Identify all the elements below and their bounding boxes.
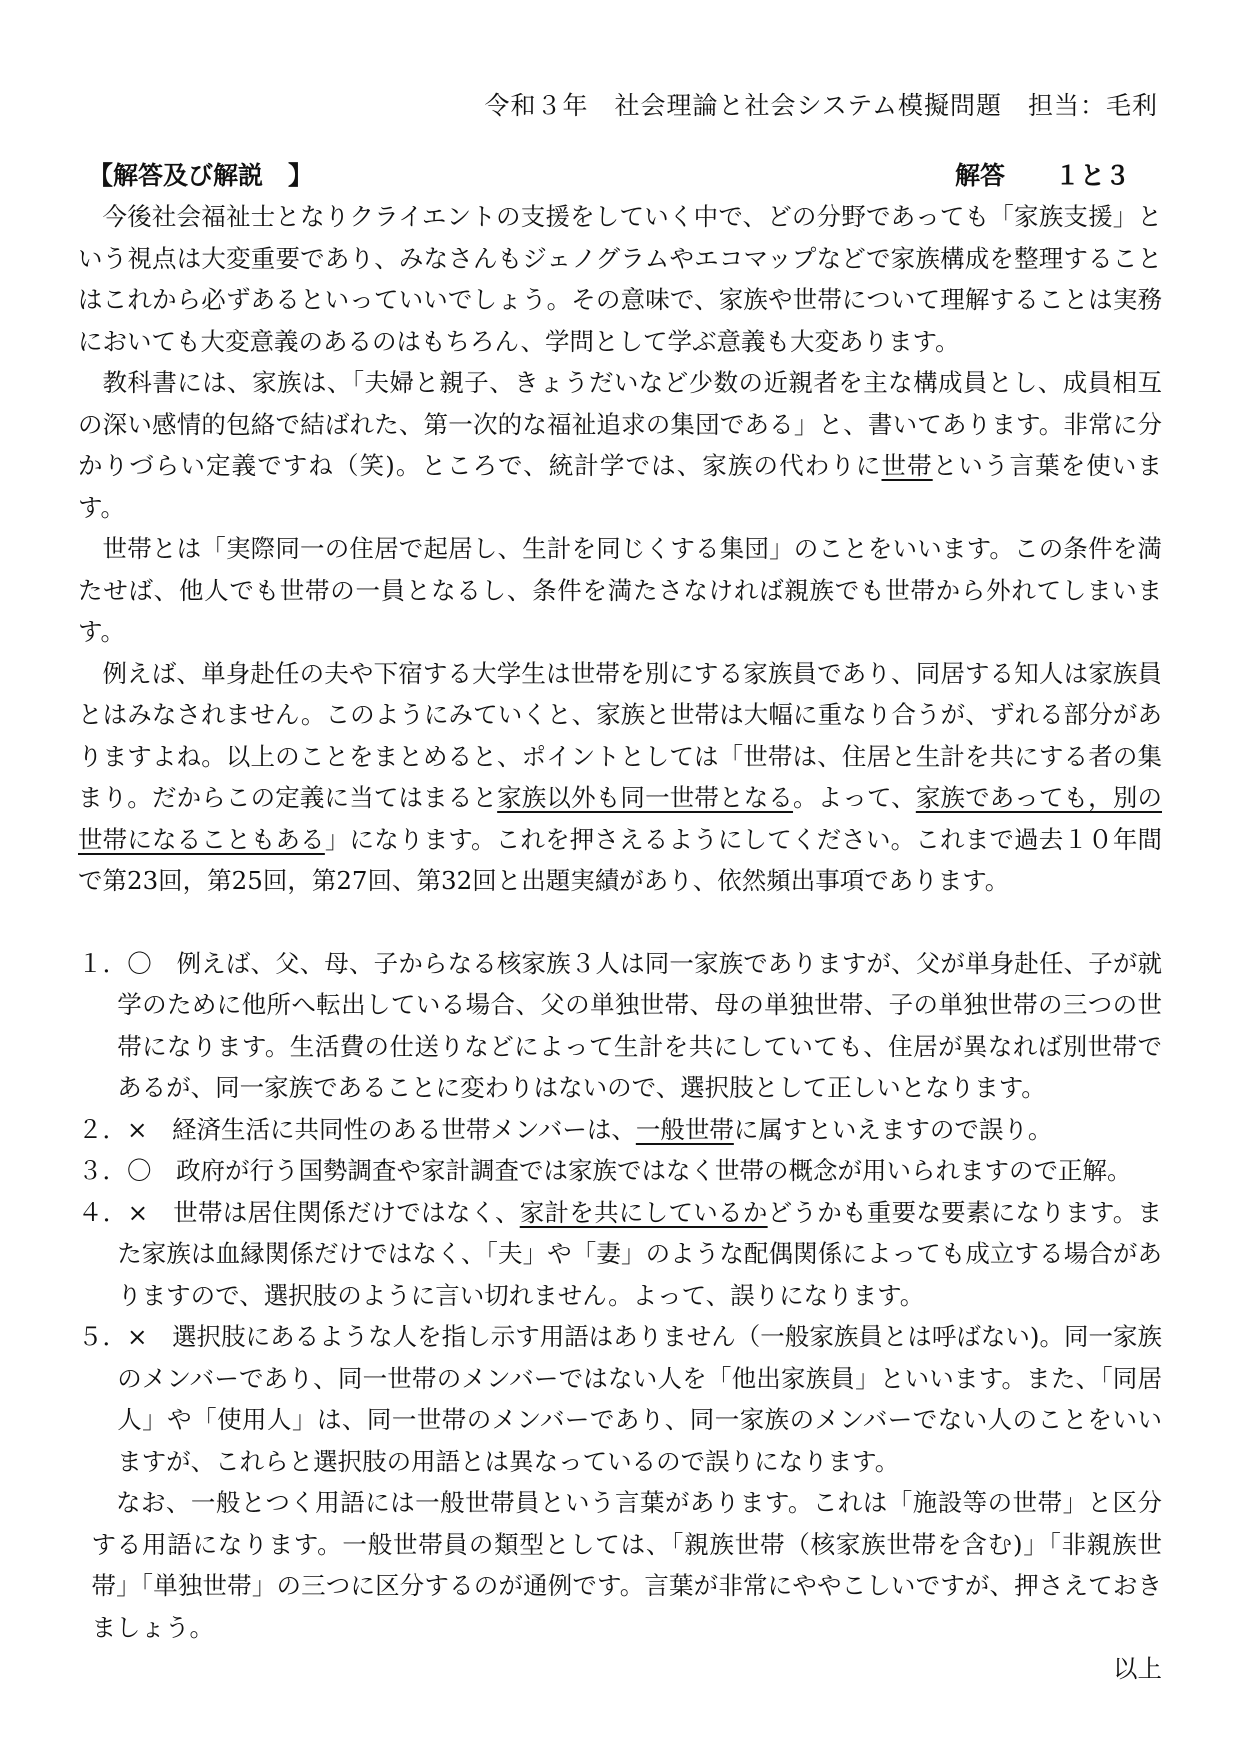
- document-header: 令和３年 社会理論と社会システム模擬問題 担当：毛利: [484, 91, 1158, 120]
- text-span: 。よって、: [793, 783, 916, 812]
- choice-mark: ２．×: [78, 1114, 173, 1144]
- underlined-term: 世帯: [881, 451, 933, 480]
- text-span: という言葉を使います。: [78, 451, 1162, 522]
- underlined-term: 家族であっても，別の世帯になることもある: [78, 783, 1162, 854]
- intro-paragraph-3: 世帯とは「実際同一の住居で起居し、生計を同じくする集団」のことをいいます。この条件を満たせば、他人でも世帯の一員となるし、条件を満たさなければ親族でも世帯から外れてしまいます。: [78, 534, 1162, 646]
- closing-mark: 以上: [1113, 1654, 1162, 1683]
- text-span: 」になります。これを押さえるようにしてください。これまで過去１０年間で第23回，第25回，第27回、第32回と出題実績があり、依然頻出事項であります。: [78, 824, 1162, 895]
- text-span: 教科書には、家族は、「夫婦と親子、きょうだいなど少数の近親者を主な構成員とし、成員相互の深い感情的包絡で結ばれた、第一次的な福祉追求の集団である」と、書いてあります。非常に分かりづらい定義ですね（笑)。ところで、統計学では、家族の代わりに: [78, 368, 1162, 480]
- intro-paragraph-2: [78, 362, 1162, 528]
- answer-label: 解答 １と３: [954, 161, 1130, 190]
- choice-mark: ４．×: [78, 1197, 174, 1227]
- text-span: どうかも重要な要素になります。また家族は血縁関係だけではなく、「夫」や「妻」のような配偶関係によっても成立する場合がありますので、選択肢のように言い切れません。よって、誤りになります。: [117, 1197, 1163, 1310]
- text-span: 政府が行う国勢調査や家計調査では家族ではなく世帯の概念が用いられますので正解。: [176, 1156, 1132, 1185]
- text-span: 世帯は居住関係だけではなく、: [173, 1197, 520, 1227]
- choice-mark: ３．〇: [78, 1156, 176, 1185]
- choice-item-1: [78, 943, 1162, 1109]
- title-row: [88, 156, 1130, 196]
- underlined-term: 家計を共にしているか: [519, 1197, 768, 1227]
- choice-mark: ５．×: [78, 1322, 173, 1351]
- intro-paragraph-4: [78, 653, 1162, 902]
- choice-item-4: [78, 1192, 1162, 1317]
- text-span: 選択肢にあるような人を指し示す用語はありません（一般家族員とは呼ばない)。同一家族のメンバーであり、同一世帯のメンバーではない人を「他出家族員」といいます。また、「同居人」や「使用人」は、同一世帯のメンバーであり、同一家族のメンバーでない人のことをいいますが、これらと選択肢の用語とは異なっているので誤りになります。: [117, 1322, 1163, 1476]
- choice-explanations: [78, 943, 1162, 1483]
- intro-paragraph-1: 今後社会福祉士となりクライエントの支援をしていく中で、どの分野であっても「家族支援」という視点は大変重要であり、みなさんもジェノグラムやエコマップなどで家族構成を整理することはこれから必ずあるといっていいでしょう。その意味で、家族や世帯について理解することは実務においても大変意義のあるのはもちろん、学問として学ぶ意義も大変あります。: [78, 202, 1162, 356]
- underlined-term: 家族以外も同一世帯となる: [497, 783, 794, 812]
- section-title: 【解答及び解説 】: [88, 161, 314, 190]
- underlined-term: 一般世帯: [635, 1114, 734, 1144]
- text-span: に属すといえますので誤り。: [733, 1114, 1053, 1144]
- text-span: 経済生活に共同性のある世帯メンバーは、: [172, 1114, 636, 1144]
- choice-item-2: [78, 1109, 1162, 1151]
- choice-mark: １．〇: [78, 948, 177, 978]
- text-span: 例えば、父、母、子からなる核家族３人は同一家族でありますが、父が単身赴任、子が就学のために他所へ転出している場合、父の単独世帯、母の単独世帯、子の単独世帯の三つの世帯になります。生活費の仕送りなどによって生計を共にしていても、住居が異なれば別世帯であるが、同一家族であることに変わりはないので、選択肢として正しいとなります。: [117, 948, 1162, 1102]
- supplementary-note: なお、一般とつく用語には一般世帯員という言葉があります。これは「施設等の世帯」と区分する用語になります。一般世帯員の類型としては、「親族世帯（核家族世帯を含む)」「非親族世帯」「単独世帯」の三つに区分するのが通例です。言葉が非常にややこしいですが、押さえておきましょう。: [91, 1488, 1162, 1642]
- document-body: [78, 196, 1162, 1690]
- choice-item-3: [78, 1150, 1162, 1192]
- text-span: 例えば、単身赴任の夫や下宿する大学生は世帯を別にする家族員であり、同居する知人は家族員とはみなされません。このようにみていくと、家族と世帯は大幅に重なり合うが、ずれる部分がありますよね。以上のことをまとめると、ポイントとしては「世帯は、住居と生計を共にする者の集まり。だからこの定義に当てはまると: [78, 658, 1162, 812]
- spacer: [78, 902, 1162, 943]
- choice-item-5: [78, 1316, 1162, 1482]
